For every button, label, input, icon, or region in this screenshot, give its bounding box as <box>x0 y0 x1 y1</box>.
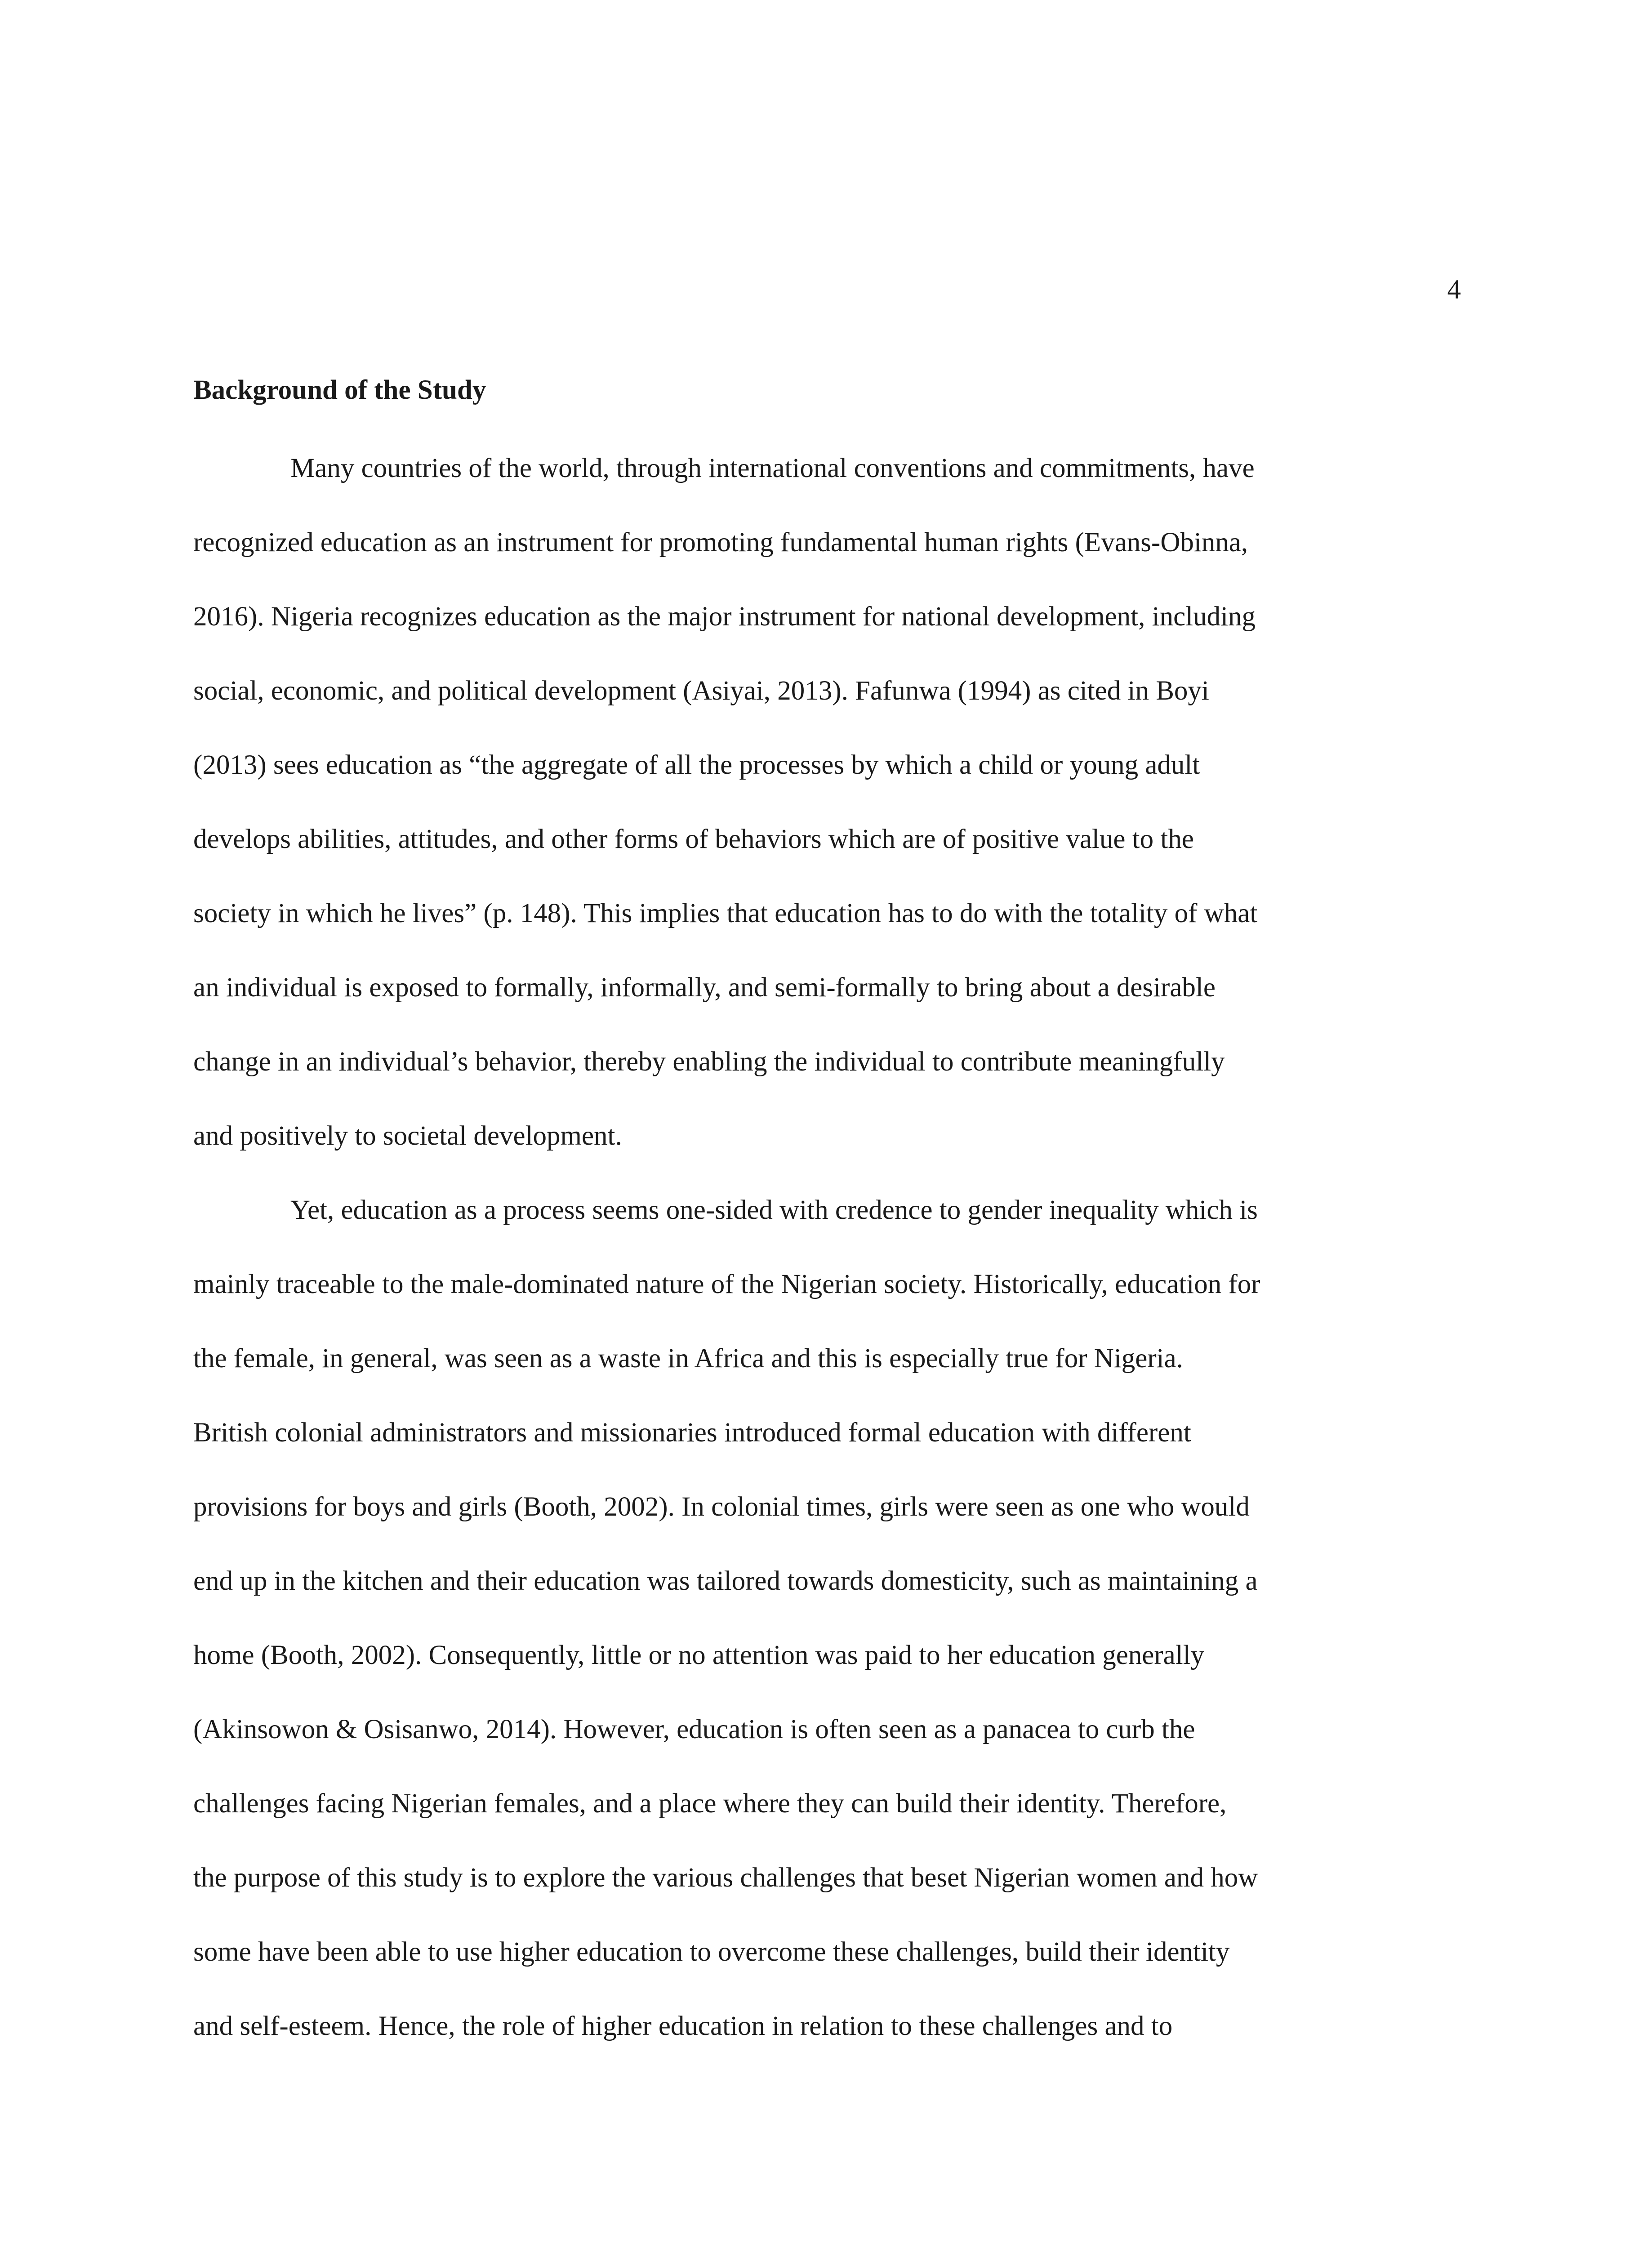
paragraph-line: some have been able to use higher education to overcome these challenges, build their identity <box>193 1937 1230 1967</box>
paragraph-line: (Akinsowon & Osisanwo, 2014). However, education is often seen as a panacea to curb the <box>193 1714 1195 1744</box>
paragraph-line: Many countries of the world, through international conventions and commitments, have <box>290 453 1255 483</box>
paragraph-line: British colonial administrators and missionaries introduced formal education with different <box>193 1418 1191 1448</box>
paragraph-line: Yet, education as a process seems one-sided with credence to gender inequality which is <box>290 1195 1258 1225</box>
paragraph-line: the female, in general, was seen as a waste in Africa and this is especially true for Nigeria. <box>193 1343 1183 1374</box>
page-number: 4 <box>1447 275 1461 305</box>
paragraph-line: the purpose of this study is to explore the various challenges that beset Nigerian women and how <box>193 1863 1258 1893</box>
paragraph-line: an individual is exposed to formally, informally, and semi-formally to bring about a desirable <box>193 972 1216 1003</box>
paragraph-line: social, economic, and political development (Asiyai, 2013). Fafunwa (1994) as cited in Boyi <box>193 676 1209 706</box>
paragraph-line: develops abilities, attitudes, and other forms of behaviors which are of positive value to the <box>193 824 1194 854</box>
paragraph-line: 2016). Nigeria recognizes education as the major instrument for national development, including <box>193 602 1256 632</box>
paragraph-line: mainly traceable to the male-dominated nature of the Nigerian society. Historically, education for <box>193 1269 1260 1299</box>
paragraph-line: and positively to societal development. <box>193 1121 622 1151</box>
paragraph-line: change in an individual’s behavior, thereby enabling the individual to contribute meaningfully <box>193 1047 1225 1077</box>
paragraph-line: recognized education as an instrument for promoting fundamental human rights (Evans-Obinna, <box>193 527 1248 558</box>
paragraph-line: home (Booth, 2002). Consequently, little or no attention was paid to her education generally <box>193 1640 1205 1670</box>
paragraph-line: challenges facing Nigerian females, and a place where they can build their identity. Therefore, <box>193 1789 1227 1819</box>
paragraph-line: and self-esteem. Hence, the role of higher education in relation to these challenges and to <box>193 2011 1173 2041</box>
section-heading: Background of the Study <box>193 375 486 405</box>
paragraph-line: society in which he lives” (p. 148). This implies that education has to do with the totality of what <box>193 898 1258 928</box>
paragraph-line: (2013) sees education as “the aggregate of all the processes by which a child or young adult <box>193 750 1200 780</box>
paragraph-line: end up in the kitchen and their education was tailored towards domesticity, such as maintaining a <box>193 1566 1258 1596</box>
paragraph-line: provisions for boys and girls (Booth, 2002). In colonial times, girls were seen as one who would <box>193 1492 1250 1522</box>
